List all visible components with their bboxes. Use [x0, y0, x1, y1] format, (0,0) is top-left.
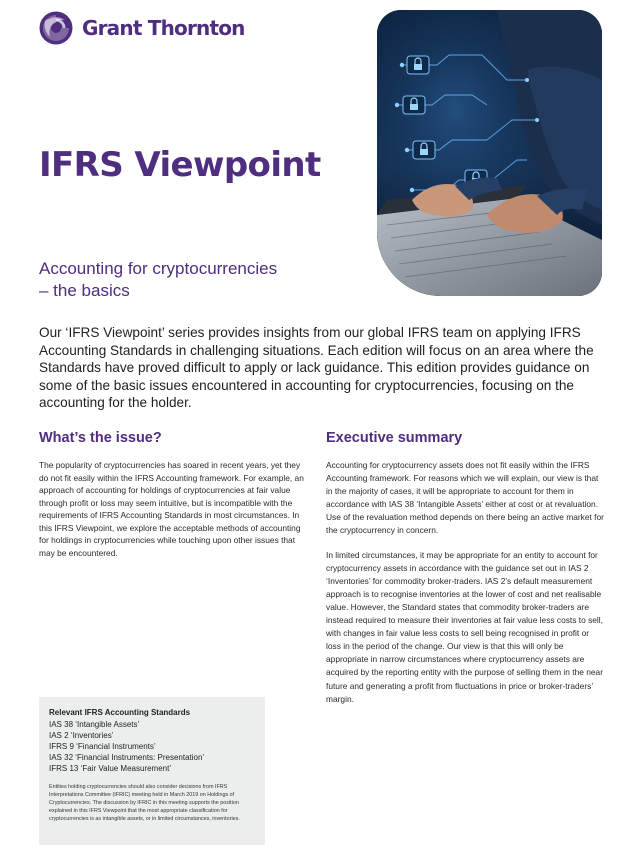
- summary-section: [326, 459, 604, 706]
- standards-list-item: IFRS 9 ‘Financial Instruments’: [49, 742, 156, 751]
- intro-paragraph: Our ‘IFRS Viewpoint’ series provides insights from our global IFRS team on applying IFRS Accounting Standards in challenging situations. Each edition will focus on an area where the Standards have proved difficult to apply or lack guidance. This edition provides guidance on some of the basic issues encountered in accounting for cryptocurrencies, focusing on the accounting for the holder.: [39, 325, 594, 410]
- padlock-icon: [407, 56, 429, 74]
- subtitle-line-1: Accounting for cryptocurrencies: [39, 259, 278, 278]
- issue-heading: What’s the issue?: [39, 430, 162, 446]
- standards-list-item: IAS 2 ‘Inventories’: [49, 731, 114, 740]
- brand-name: Grant Thornton: [82, 16, 245, 40]
- summary-paragraph-1: Accounting for cryptocurrency assets does not fit easily within the IFRS Accounting framework. For reasons which we will explain, our view is that in the majority of cases, it will be appropriate to account for them in accordance with IAS 38 ‘Intangible Assets’ either at cost or at revaluation. Use of the revaluation method depends on there being an active market for the cryptocurrency in concern.: [326, 460, 604, 536]
- padlock-icon: [403, 96, 425, 114]
- page-title: IFRS Viewpoint: [39, 145, 321, 185]
- issue-section: [39, 459, 309, 559]
- standards-box-note: Entities holding cryptocurrencies should also consider decisions from IFRS Interpretations Committee (IFRIC) meeting held in March 2019 on Holdings of Cryptocurrencies. The discussion by IFRIC in this meeting supports the position explained in this IFRS Viewpoint that the most appropriate classification for cryptocurrencies is as intangible assets, or in limited circumstances, inventories.: [49, 784, 240, 822]
- standards-list-item: IAS 32 ‘Financial Instruments: Presentation’: [49, 753, 205, 762]
- issue-paragraph-end: may be encountered.: [39, 547, 118, 558]
- grant-thornton-logo: [39, 11, 245, 45]
- summary-paragraph-2: In limited circumstances, it may be appropriate for an entity to account for cryptocurrency assets in accordance with the guidance set out in IAS 2 ‘Inventories’ for commodity broker-traders. IAS 2’s default measurement approach is to recognise inventories at the lower of cost and net realisable value. However, the Standard states that commodity broker-traders are instead required to measure their inventories at fair value less costs to sell, with changes in fair value less costs to sell being recognised in profit or loss in the period of the change. Our view is that this will only be appropriate in narrow circumstances where cryptocurrency assets are acquired by the reporting entity with the purpose of selling them in the near future and generating a profit from fluctuations in price or broker-traders’ margin.: [326, 549, 604, 704]
- issue-paragraph: The popularity of cryptocurrencies has soared in recent years, yet they do not fit easily within the IFRS Accounting framework. For example, an approach of accounting for holdings of cryptocurrencies at fair value through profit or loss may seem intuitive, but is incompatible with the requirements of IFRS Accounting Standards in most circumstances. In this IFRS Viewpoint, we explore the acceptable methods of accounting for holdings in cryptocurrencies while touching upon other issues that: [39, 460, 304, 546]
- standards-list: [49, 719, 255, 774]
- summary-heading: Executive summary: [326, 430, 463, 446]
- padlock-icon: [413, 141, 435, 159]
- grant-thornton-swirl-icon: [39, 11, 73, 45]
- document-subtitle: [39, 258, 359, 302]
- standards-list-item: IAS 38 ‘Intangible Assets’: [49, 720, 140, 729]
- standards-list-item: IFRS 13 ‘Fair Value Measurement’: [49, 764, 172, 773]
- subtitle-line-2: – the basics: [39, 281, 130, 300]
- relevant-standards-box: [39, 697, 265, 845]
- hero-image: [377, 10, 602, 296]
- standards-box-title: Relevant IFRS Accounting Standards: [49, 708, 191, 717]
